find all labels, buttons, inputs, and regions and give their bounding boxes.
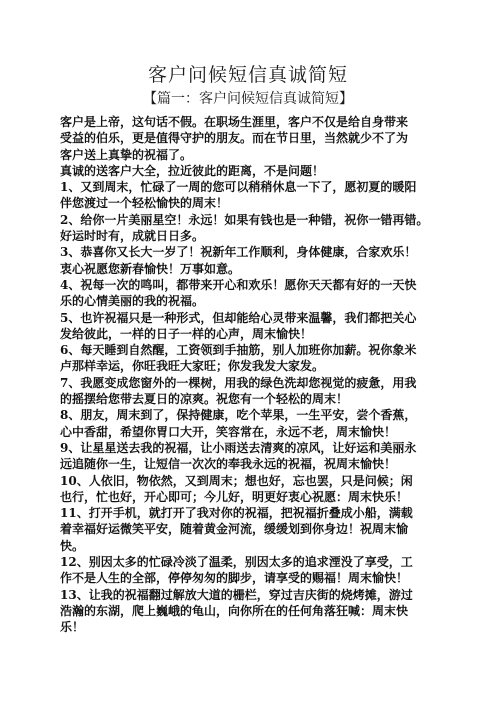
body-line: 客户送上真挚的祝福了。 — [60, 147, 193, 162]
document-body — [60, 114, 440, 636]
body-line: 发给彼此，一样的日子一样的心声，周末愉快！ — [60, 326, 313, 341]
document-title: 客户问候短信真诚简短 — [147, 64, 348, 86]
body-line: 远追随你一生，让短信一次次的奉我永远的祝福，祝周末愉快！ — [60, 457, 397, 472]
body-line: 11、打开手机，就打开了我对你的祝福，把祝福折叠成小船，满载 — [60, 506, 413, 521]
body-line: 2、给你一片美丽星空！永远！如果有钱也是一种错，祝你一错再错。 — [60, 212, 429, 227]
body-line: 衷心祝愿您新春愉快！万事如意。 — [60, 261, 241, 276]
body-line: 着幸福好运微笑平安，随着黄金河流，缓缓划到你身边！祝周末愉 — [60, 522, 409, 537]
body-line: 6、每天睡到自然醒，工资领到手抽筋，别人加班你加薪。祝你象米 — [60, 343, 417, 358]
body-line: 10、人依旧，物依然，又到周末；想也好，忘也罢，只是问候；闲 — [60, 473, 413, 488]
body-line: 伴您渡过一个轻松愉快的周末！ — [60, 196, 229, 211]
body-line: 的摇摆给您带去夏日的凉爽。祝您有一个轻松的周末！ — [60, 392, 349, 407]
body-line: 8、朋友，周末到了，保持健康，吃个苹果，一生平安，尝个香蕉， — [60, 408, 417, 423]
body-line: 13、让我的祝福翻过解放大道的栅栏，穿过吉庆街的烧烤摊，游过 — [60, 587, 413, 602]
body-line: 12、别因太多的忙碌冷淡了温柔，别因太多的追求湮没了享受，工 — [60, 555, 413, 570]
body-line: 5、也许祝福只是一种形式，但却能给心灵带来温馨，我们都把关心 — [60, 310, 417, 325]
body-line: 心中香甜，希望你胃口大开，笑容常在，永远不老，周末愉快！ — [60, 424, 397, 439]
body-line: 3、恭喜你又长大一岁了！祝新年工作顺利，身体健康，合家欢乐！ — [60, 245, 417, 260]
body-line: 受益的伯乐，更是值得守护的朋友。而在节日里，当然就少不了为 — [60, 131, 409, 146]
body-line: 4、祝每一次的鸣叫，都带来开心和欢乐！愿你天天都有好的一天快 — [60, 277, 417, 292]
body-line: 也行，忙也好，开心即可；今儿好，明更好衷心祝愿：周末快乐！ — [60, 489, 409, 504]
body-line: 卢那样幸运，你旺我旺大家旺；你发我发大家发。 — [60, 359, 325, 374]
body-line: 1、又到周末，忙碌了一周的您可以稍稍休息一下了，愿初夏的暖阳 — [60, 180, 417, 195]
body-line: 7、我愿变成您窗外的一棵树，用我的绿色洗却您视觉的疲惫，用我 — [60, 375, 417, 390]
body-line: 乐的心情美丽的我的祝福。 — [60, 294, 205, 309]
body-line: 好运时时有，成就日日多。 — [60, 229, 205, 244]
body-line: 浩瀚的东湖，爬上巍峨的龟山，向你所在的任何角落狂喊：周末快 — [60, 603, 409, 618]
body-line: 客户是上帝，这句话不假。在职场生涯里，客户不仅是给自身带来 — [60, 115, 409, 129]
body-line: 快。 — [60, 538, 85, 553]
document-subtitle: 【篇一：客户问候短信真诚简短】 — [143, 91, 353, 107]
body-line: 9、让星星送去我的祝福，让小雨送去清爽的凉风，让好运和美丽永 — [60, 440, 417, 455]
body-line: 作不是人生的全部，停停匆匆的脚步，请享受的赐福！周末愉快！ — [60, 571, 409, 586]
body-line: 乐！ — [60, 620, 85, 635]
body-line: 真诚的送客户大全，拉近彼此的距离，不是问题！ — [60, 163, 325, 178]
